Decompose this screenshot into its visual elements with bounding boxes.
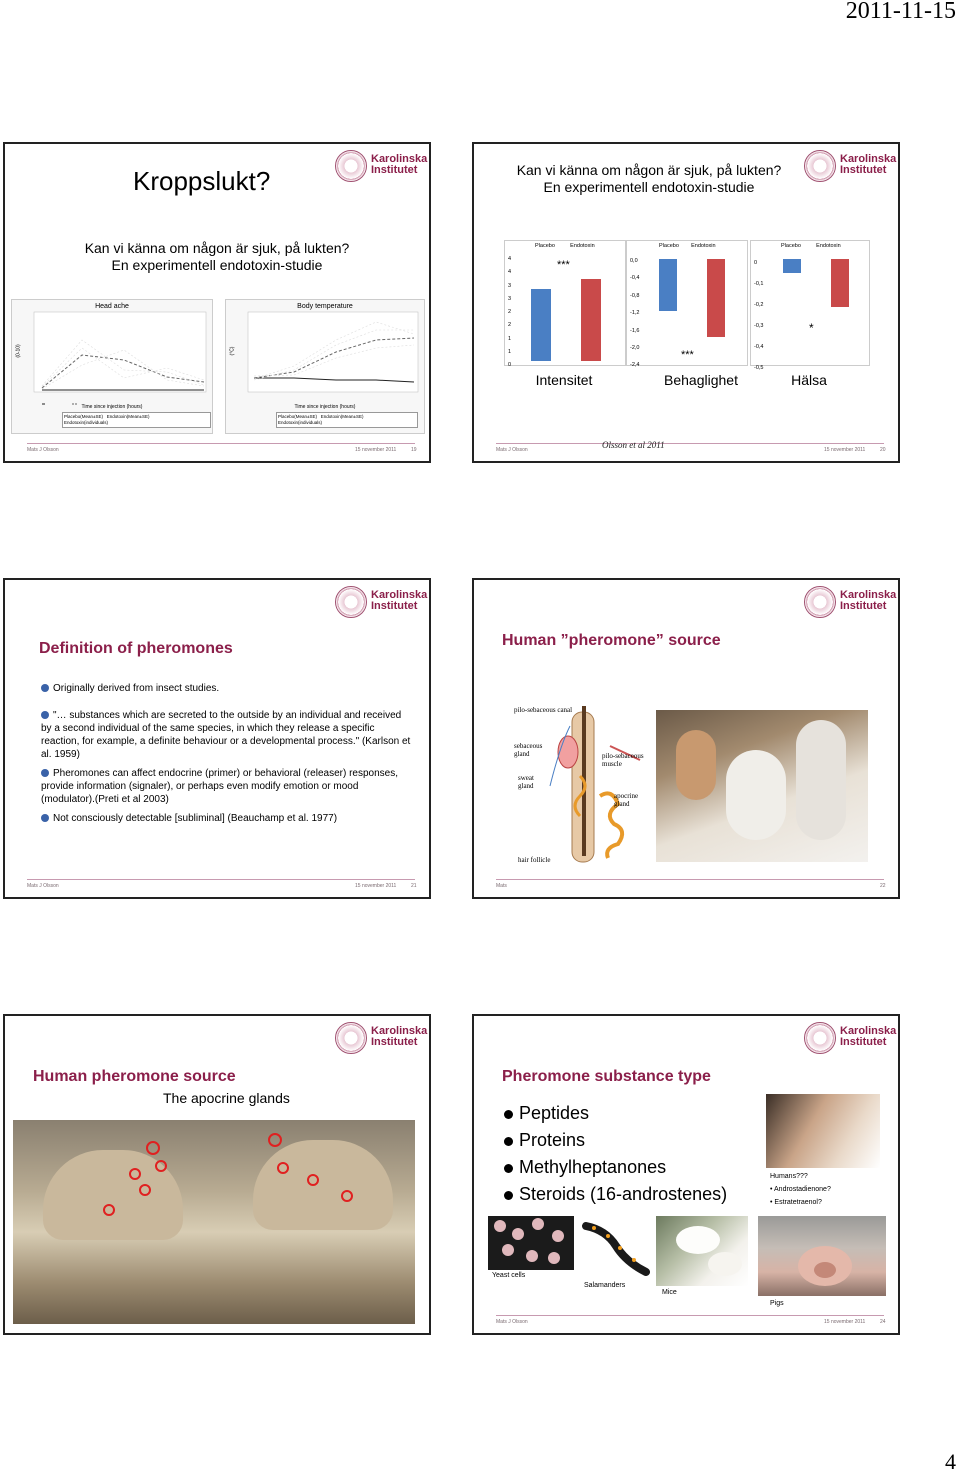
brand-line1: Karolinska <box>840 153 897 165</box>
ki-logo <box>335 586 428 620</box>
footer-num: 20 <box>880 447 886 453</box>
caption-pigs: Pigs <box>770 1300 784 1307</box>
bullet-icon <box>504 1191 513 1200</box>
substance-item: Proteins <box>519 1130 586 1150</box>
ki-seal-icon <box>804 586 836 618</box>
brand-line2: Institutet <box>371 600 418 612</box>
slide-title: Pheromone substance type <box>502 1068 711 1085</box>
pleasantness-chart <box>626 240 748 369</box>
slide-title-1: Kan vi känna om någon är sjuk, på lukten? <box>516 162 782 178</box>
brand-line2: Institutet <box>371 1036 418 1048</box>
y-label: (0-10) <box>15 344 22 358</box>
legend-endotoxin: Endotoxin <box>691 243 716 249</box>
chart-label: Hälsa <box>791 372 827 388</box>
legend-endotoxin: Endotoxin <box>570 243 595 249</box>
slide-footer <box>496 1315 884 1325</box>
slide-24: Karolinska Institutet Pheromone substance type Peptides Proteins Methylheptanones Steroids (16-androstenes) Humans??? • Androstadienone? • Estratetraenol? Yeast cells Salamanders Mice Pigs Mats J Olsson 15 november 2011 24 <box>472 1014 900 1335</box>
caption-mice: Mice <box>662 1289 677 1296</box>
x-label: Time since injection (hours) <box>81 404 143 410</box>
bullet-icon <box>41 814 49 822</box>
ytick: -0,8 <box>630 292 640 299</box>
sig-marker: *** <box>681 349 694 361</box>
slide-23 <box>3 1014 431 1335</box>
legend-individuals: Endotoxin(individuals) <box>64 420 109 425</box>
ytick: 1 <box>508 335 512 342</box>
slide-title-2: En experimentell endotoxin-studie <box>543 179 755 195</box>
brand-line2: Institutet <box>840 1036 887 1048</box>
ytick: 0 <box>754 260 758 266</box>
chart-title: Body temperature <box>297 303 353 310</box>
ytick: 3 <box>508 282 512 289</box>
bar-placebo <box>531 289 551 361</box>
bar-placebo <box>783 259 801 273</box>
label-hair-follicle: hair follicle <box>518 856 551 864</box>
bullet-icon <box>41 684 49 692</box>
caption-yeast: Yeast cells <box>492 1272 526 1279</box>
pig-photo <box>758 1216 886 1296</box>
health-chart <box>750 240 870 371</box>
sig-marker: *** <box>557 259 570 271</box>
ytick: 3 <box>508 295 512 302</box>
slide-20 <box>472 142 900 463</box>
sig-marker: * <box>809 321 814 335</box>
footer-num: 21 <box>411 883 417 889</box>
bar-endotoxin <box>831 259 849 307</box>
humans-label: Humans??? <box>770 1173 808 1180</box>
label-pilo-canal: pilo-sebaceous canal <box>514 706 573 714</box>
slide-title: Kroppslukt? <box>133 166 271 196</box>
slide-22 <box>472 578 900 899</box>
brand-line1: Karolinska <box>840 589 897 601</box>
footer-date: 15 november 2011 <box>824 1319 866 1325</box>
ki-seal-icon <box>804 1022 836 1054</box>
brand-line2: Institutet <box>840 600 887 612</box>
legend-endotoxin: Endotoxin(Mean±SE) <box>106 414 150 419</box>
slide-title: Definition of pheromones <box>39 640 233 657</box>
ytick: -0,4 <box>754 344 764 350</box>
ki-seal-icon <box>335 150 367 182</box>
footer-num: 19 <box>411 447 417 453</box>
yeast-photo <box>488 1216 574 1270</box>
armpit-photo <box>656 710 868 862</box>
chart-title: Head ache <box>95 303 129 310</box>
gland-markers <box>13 1120 415 1324</box>
bullet-text: Not consciously detectable [subliminal] (Beauchamp et al. 1977) <box>53 813 338 824</box>
intensity-chart <box>504 240 626 369</box>
ki-seal-icon <box>335 1022 367 1054</box>
ytick: -0,2 <box>754 302 764 308</box>
legend-endotoxin: Endotoxin(Mean±SE) <box>320 414 364 419</box>
ytick: 1 <box>508 349 512 356</box>
ki-logo <box>335 1022 428 1056</box>
skin-gland-diagram <box>510 706 656 878</box>
substance-item: Steroids (16-androstenes) <box>519 1184 728 1204</box>
legend-endotoxin: Endotoxin <box>816 243 841 249</box>
x-label: Time since injection (hours) <box>294 404 356 410</box>
ki-seal-icon <box>335 586 367 618</box>
ytick: -1,6 <box>630 327 640 334</box>
slide-footer <box>496 440 886 453</box>
brand-line1: Karolinska <box>371 153 428 165</box>
salamander-photo <box>580 1216 650 1276</box>
footer-num: 24 <box>880 1319 886 1325</box>
slide-subtitle: The apocrine glands <box>163 1090 290 1106</box>
bullet-icon <box>504 1110 513 1119</box>
ytick: 0,0 <box>630 258 638 264</box>
sculpture-photo <box>13 1120 415 1324</box>
label-pilo-muscle: pilo-sebaceous muscle <box>602 752 644 768</box>
substance-item: Peptides <box>519 1103 590 1123</box>
ytick: -0,4 <box>630 275 640 282</box>
chart-label: Intensitet <box>535 372 593 388</box>
legend-placebo: Placebo <box>659 243 679 249</box>
bullet-text: Originally derived from insect studies. <box>53 683 220 694</box>
footer-author: Mats J Olsson <box>496 447 528 453</box>
substance-item: Methylheptanones <box>519 1157 667 1177</box>
ytick: 4 <box>508 256 512 262</box>
legend-placebo: Placebo(Mean±SE) <box>278 414 317 419</box>
ytick: -0,1 <box>754 281 764 287</box>
footer-author: Mats J Olsson <box>27 883 59 889</box>
ki-logo <box>804 1022 897 1056</box>
ytick: 2 <box>508 322 512 329</box>
legend-placebo: Placebo <box>781 243 801 249</box>
brand-line1: Karolinska <box>371 589 428 601</box>
ki-logo <box>335 150 428 184</box>
legend-placebo: Placebo(Mean±SE) <box>64 414 103 419</box>
man-sniffing-photo <box>766 1094 880 1168</box>
slide-title: Human ”pheromone” source <box>502 632 721 649</box>
slide-subtitle-2: En experimentell endotoxin-studie <box>111 257 323 273</box>
footer-author: Mats J Olsson <box>27 447 59 453</box>
ytick: -1,2 <box>630 310 640 317</box>
bullet-text: Pheromones can affect endocrine (primer) or behavioral (releaser) responses, provide information (signaler), or perhaps even modify emotion or mood (modulator).(Preti et al 2003) <box>41 768 398 805</box>
human-item: Estratetraenol? <box>774 1199 822 1206</box>
ki-logo <box>804 586 897 620</box>
bar-endotoxin <box>707 259 725 337</box>
footer-date: 15 november 2011 <box>824 447 866 453</box>
legend-individuals: Endotoxin(individuals) <box>278 420 323 425</box>
bar-endotoxin <box>581 279 601 361</box>
chart-label: Behaglighet <box>664 372 738 388</box>
slide-footer <box>496 879 884 889</box>
footer-date: 15 november 2011 <box>355 447 397 453</box>
brand-line1: Karolinska <box>371 1025 428 1037</box>
footer-author: Mats <box>496 883 507 889</box>
bullet-icon <box>41 769 49 777</box>
caption-salamanders: Salamanders <box>584 1282 626 1289</box>
ytick: -2,0 <box>630 345 640 352</box>
footer-num: 22 <box>880 883 886 889</box>
slide-title: Human pheromone source <box>33 1068 236 1085</box>
ytick: -0,3 <box>754 323 764 329</box>
slide-footer <box>27 879 415 889</box>
slide-21 <box>3 578 431 899</box>
brand-line2: Institutet <box>371 164 418 176</box>
brand-line2: Institutet <box>840 164 887 176</box>
ytick: -0,5 <box>754 365 764 371</box>
footer-author: Mats J Olsson <box>496 1319 528 1325</box>
label-sebaceous: sebaceous gland <box>514 742 543 758</box>
slide-footer <box>27 443 415 453</box>
brand-line1: Karolinska <box>840 1025 897 1037</box>
legend-placebo: Placebo <box>535 243 555 249</box>
footer-date: 15 november 2011 <box>355 883 397 889</box>
ytick: 2 <box>508 309 512 316</box>
slide-19 <box>3 142 431 463</box>
bar-placebo <box>659 259 677 311</box>
bullet-icon <box>504 1137 513 1146</box>
bullet-icon <box>41 711 49 719</box>
page-number: 4 <box>945 1449 956 1474</box>
headache-chart <box>11 299 213 434</box>
label-sweat: sweat gland <box>518 774 534 790</box>
ytick: -2,4 <box>630 362 640 369</box>
slide-subtitle-1: Kan vi känna om någon är sjuk, på lukten? <box>84 240 350 256</box>
ytick: 0 <box>508 362 512 369</box>
bullet-text: "… substances which are secreted to the outside by an individual and received by a second individual of the same species, in which they release a specific reaction, for example, a definite behaviour or a developmental process." (Karlson et al. 1959) <box>41 710 411 760</box>
mice-photo <box>656 1216 748 1286</box>
human-item: Androstadienone? <box>774 1186 831 1193</box>
temperature-chart <box>225 299 425 434</box>
yeast-cells-illustration <box>488 1216 574 1270</box>
header-date: 2011-11-15 <box>845 0 956 24</box>
footer-citation: Olsson et al 2011 <box>602 440 665 450</box>
salamander-illustration <box>580 1216 650 1276</box>
y-label: (°C) <box>229 346 236 356</box>
ytick: 4 <box>508 269 512 276</box>
bullet-icon <box>504 1164 513 1173</box>
label-apocrine: apocrine gland <box>614 792 639 808</box>
